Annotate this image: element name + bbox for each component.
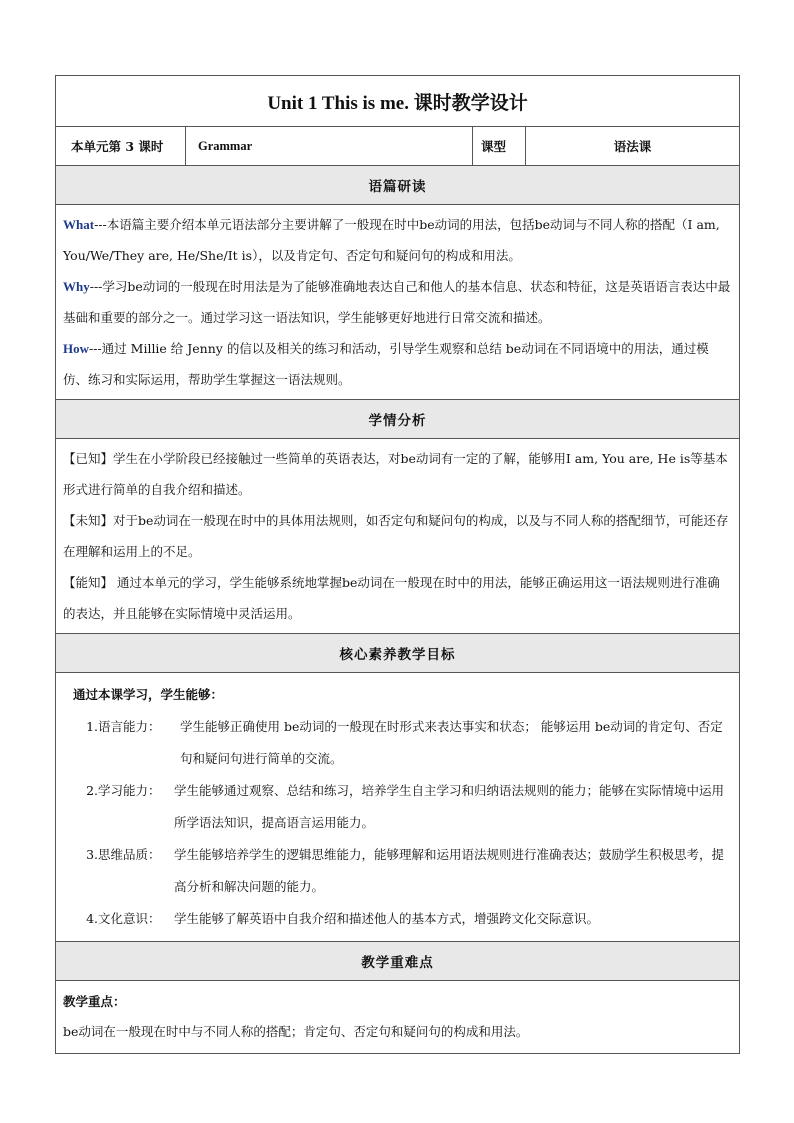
section-heading-key-points: 教学重难点: [56, 942, 740, 981]
lesson-type-label: 课型: [473, 127, 526, 166]
text-study-content: [56, 205, 740, 400]
document-title: Unit 1 This is me. 课时教学设计: [56, 76, 740, 127]
goal-number: 4.: [86, 911, 98, 926]
goal-text: 学生能够正确使用 be动词的一般现在时形式来表达事实和状态； 能够运用 be动词的肯定句、否定句和疑问句进行简单的交流。: [180, 719, 723, 766]
section-heading-text-study: 语篇研读: [56, 166, 740, 205]
goal-number: 1.: [86, 719, 98, 734]
why-label: Why: [63, 279, 90, 294]
goal-number: 2.: [86, 783, 98, 798]
lesson-plan-document: [55, 75, 739, 1054]
section-heading-learner-analysis: 学情分析: [56, 400, 740, 439]
goal-text: 学生能够培养学生的逻辑思维能力，能够理解和运用语法规则进行准确表达；鼓励学生积极思考，提高分析和解决问题的能力。: [174, 847, 725, 894]
meta-row: [56, 127, 740, 166]
goal-item: [63, 775, 732, 839]
goals-intro: 通过本课学习，学生能够：: [73, 687, 224, 702]
learner-analysis-content: [56, 439, 740, 634]
section-heading-goals: 核心素养教学目标: [56, 634, 740, 673]
unknown-paragraph: 【未知】对于be动词在一般现在时中的具体用法规则，如否定句和疑问句的构成，以及与不同人称的搭配细节，可能还存在理解和运用上的不足。: [63, 513, 729, 559]
lesson-type-value: 语法课: [526, 127, 740, 166]
why-text: ---学习be动词的一般现在时用法是为了能够准确地表达自己和他人的基本信息、状态和特征，这是英语语言表达中最基础和重要的部分之一。通过学习这一语法知识，学生能够更好地进行日常交流和描述。: [63, 279, 731, 325]
key-points-text: be动词在一般现在时中与不同人称的搭配；肯定句、否定句和疑问句的构成和用法。: [63, 1024, 529, 1039]
key-points-content: [56, 981, 740, 1054]
how-label: How: [63, 341, 89, 356]
goal-item: [63, 711, 732, 775]
why-paragraph: [63, 271, 732, 333]
goals-content: [56, 673, 740, 942]
goal-number: 3.: [86, 847, 98, 862]
goal-item: [63, 839, 732, 903]
key-points-label: 教学重点：: [63, 994, 126, 1009]
what-text: ---本语篇主要介绍本单元语法部分主要讲解了一般现在时中be动词的用法，包括be动词与不同人称的搭配（I am, You/We/They are, He/She/It is），以及肯定句、否定句和疑问句的构成和用法。: [63, 217, 720, 263]
goal-item: [63, 903, 732, 935]
goal-text: 学生能够了解英语中自我介绍和描述他人的基本方式，增强跨文化交际意识。: [174, 911, 600, 926]
goal-name: 学习能力：: [98, 783, 161, 798]
goal-name: 语言能力：: [98, 719, 161, 734]
how-paragraph: [63, 333, 732, 395]
known-paragraph: 【已知】学生在小学阶段已经接触过一些简单的英语表达，对be动词有一定的了解，能够用I am, You are, He is等基本形式进行简单的自我介绍和描述。: [63, 451, 728, 497]
what-paragraph: [63, 209, 732, 271]
lesson-topic: Grammar: [186, 127, 473, 166]
how-text: ---通过 Millie 给 Jenny 的信以及相关的练习和活动，引导学生观察和总结 be动词在不同语境中的用法，通过模仿、练习和实际运用，帮助学生掌握这一语法规则。: [63, 341, 709, 387]
lesson-number: 本单元第 3 课时: [56, 127, 186, 166]
goal-name: 文化意识：: [98, 911, 161, 926]
goal-text: 学生能够通过观察、总结和练习，培养学生自主学习和归纳语法规则的能力；能够在实际情境中运用所学语法知识，提高语言运用能力。: [174, 783, 725, 830]
goal-name: 思维品质：: [98, 847, 161, 862]
lesson-plan-table: [55, 75, 740, 1054]
ability-paragraph: 【能知】 通过本单元的学习，学生能够系统地掌握be动词在一般现在时中的用法，能够正确运用这一语法规则进行准确的表达，并且能够在实际情境中灵活运用。: [63, 575, 720, 621]
what-label: What: [63, 217, 95, 232]
